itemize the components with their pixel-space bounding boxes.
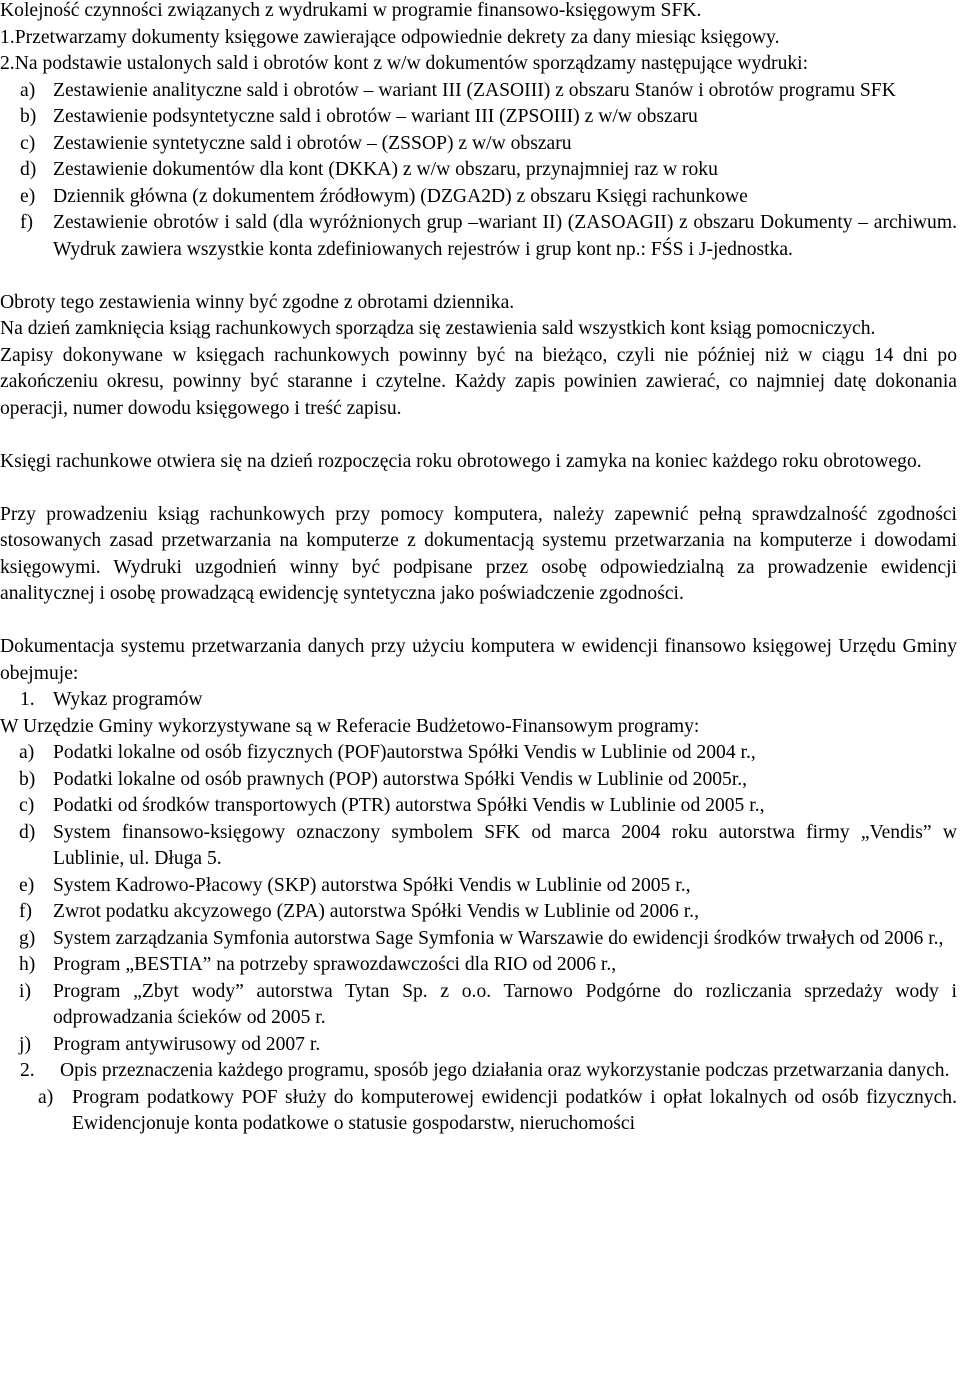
description-label: a) [38, 1086, 54, 1108]
program-text: Podatki lokalne od osób prawnych (POP) autorstwa Spółki Vendis w Lublinie od 2005r., [53, 768, 748, 790]
program-description [0, 1085, 957, 1138]
program-text: Program „BESTIA” na potrzeby sprawozdawczości dla RIO od 2006 r., [53, 954, 617, 975]
program-text: System Kadrowo-Płacowy (SKP) autorstwa Spółki Vendis w Lublinie od 2005 r., [53, 874, 691, 896]
program-text: Zwrot podatku akcyzowego (ZPA) autorstwa Spółki Vendis w Lublinie od 2006 r., [53, 901, 699, 922]
paragraph-entries: Zapisy dokonywane w księgach rachunkowych powinny być na bieżąco, czyli nie później niż w ciągu 14 dni po zakończeniu okresu, powinny być staranne i czytelne. Każdy zapis powinien zawierać, co najmniej datę dokonania operacji, numer dowodu księgowego i treść zapisu. [0, 344, 957, 419]
program-label: d) [19, 821, 36, 843]
program-text: Program „Zbyt wody” autorstwa Tytan Sp. z o.o. Tarnowo Podgórne do rozliczania sprzedaży wody i odprowadzania ścieków od 2005 r. [53, 980, 957, 1028]
program-item [0, 926, 957, 953]
printout-label: e) [20, 185, 36, 207]
numbered-item-2 [0, 1058, 957, 1085]
program-item [0, 740, 957, 767]
program-item [0, 820, 957, 873]
paragraph-closing: Na dzień zamknięcia ksiąg rachunkowych sporządza się zestawienia sald wszystkich kont ksiąg pomocniczych. [0, 318, 876, 339]
printout-label: c) [20, 132, 36, 154]
printout-item [0, 131, 957, 158]
printout-item [0, 210, 957, 263]
section-heading: Kolejność czynności związanych z wydrukami w programie finansowo-księgowym SFK. [0, 0, 702, 21]
program-text: Podatki lokalne od osób fizycznych (POF)autorstwa Spółki Vendis w Lublinie od 2004 r., [53, 742, 756, 763]
printout-label: b) [20, 106, 37, 127]
program-item [0, 767, 957, 794]
printout-item [0, 104, 957, 131]
printout-text: Dziennik główna (z dokumentem źródłowym) (DZGA2D) z obszaru Księgi rachunkowe [53, 185, 748, 207]
program-text: System finansowo-księgowy oznaczony symbolem SFK od marca 2004 roku autorstwa firmy „Vendis” w Lublinie, ul. Długa 5. [53, 821, 957, 869]
printout-list [0, 78, 957, 264]
step-1: 1.Przetwarzamy dokumenty księgowe zawierające odpowiednie dekrety za dany miesiąc księgowy. [0, 26, 780, 48]
printout-text: Zestawienie podsyntetyczne sald i obrotów – wariant III (ZPSOIII) z w/w obszaru [53, 106, 698, 127]
printout-label: f) [20, 212, 34, 233]
program-label: c) [19, 795, 35, 816]
paragraph-turnover: Obroty tego zestawienia winny być zgodne z obrotami dziennika. [0, 291, 515, 313]
printout-text: Zestawienie syntetyczne sald i obrotów – (ZSSOP) z w/w obszaru [53, 132, 572, 154]
description-text: Program podatkowy POF służy do komputerowej ewidencji podatków i opłat lokalnych od osób fizycznych. Ewidencjonuje konta podatkowe o statusie gospodarstw, nieruchomości [72, 1086, 957, 1134]
printout-label: a) [20, 79, 36, 101]
program-list [0, 740, 957, 1058]
program-item [0, 979, 957, 1032]
step-2: 2.Na podstawie ustalonych sald i obrotów kont z w/w dokumentów sporządzamy następujące wydruki: [0, 53, 809, 74]
printout-text: Zestawienie obrotów i sald (dla wyróżnionych grup –wariant II) (ZASOAGII) z obszaru Dokumenty – archiwum. Wydruk zawiera wszystkie konta zdefiniowanych rejestrów i grup kont np.: FŚS i J-jednostka. [53, 212, 957, 260]
program-label: f) [19, 901, 33, 922]
numbered-text: Wykaz programów [53, 689, 203, 710]
printout-item [0, 78, 957, 105]
program-item [0, 952, 957, 979]
program-label: e) [19, 874, 35, 896]
program-label: b) [19, 768, 36, 790]
program-item [0, 873, 957, 900]
printout-text: Zestawienie analityczne sald i obrotów – wariant III (ZASOIII) z obszaru Stanów i obrotów programu SFK [53, 79, 896, 101]
program-item [0, 1032, 957, 1059]
printout-label: d) [20, 159, 37, 180]
numbered-label: 2. [20, 1060, 35, 1081]
program-item [0, 793, 957, 820]
program-label: g) [19, 927, 36, 949]
numbered-label: 1. [20, 689, 35, 710]
program-item [0, 899, 957, 926]
program-label: a) [19, 742, 35, 763]
program-label: h) [19, 954, 36, 975]
numbered-item-1 [0, 687, 957, 714]
program-label: i) [19, 980, 31, 1002]
program-text: Podatki od środków transportowych (PTR) autorstwa Spółki Vendis w Lublinie od 2005 r., [53, 795, 765, 816]
program-label: j) [19, 1033, 31, 1055]
paragraph-computer: Przy prowadzeniu ksiąg rachunkowych przy pomocy komputera, należy zapewnić pełną sprawdzalność zgodności stosowanych zasad przetwarzania na komputerze z dokumentacją systemu przetwarzania na komputerze i dowodami księgowymi. Wydruki uzgodnień winny być podpisane przez osobę odpowiedzialną za prowadzenie ewidencji analitycznej i osobę prowadzącą ewidencję syntetyczna jako poświadczenie zgodności. [0, 503, 957, 604]
program-text: System zarządzania Symfonia autorstwa Sage Symfonia w Warszawie do ewidencji środków trwałych od 2006 r., [53, 927, 944, 949]
program-text: Program antywirusowy od 2007 r. [53, 1033, 321, 1055]
printout-item [0, 157, 957, 184]
programs-intro: W Urzędzie Gminy wykorzystywane są w Referacie Budżetowo-Finansowym programy: [0, 715, 700, 737]
paragraph-books: Księgi rachunkowe otwiera się na dzień rozpoczęcia roku obrotowego i zamyka na koniec każdego roku obrotowego. [0, 450, 922, 472]
printout-item [0, 184, 957, 211]
numbered-text: Opis przeznaczenia każdego programu, sposób jego działania oraz wykorzystanie podczas przetwarzania danych. [60, 1060, 950, 1081]
printout-text: Zestawienie dokumentów dla kont (DKKA) z w/w obszaru, przynajmniej raz w roku [53, 159, 718, 180]
paragraph-documentation: Dokumentacja systemu przetwarzania danych przy użyciu komputera w ewidencji finansowo księgowej Urzędu Gminy obejmuje: [0, 636, 957, 684]
